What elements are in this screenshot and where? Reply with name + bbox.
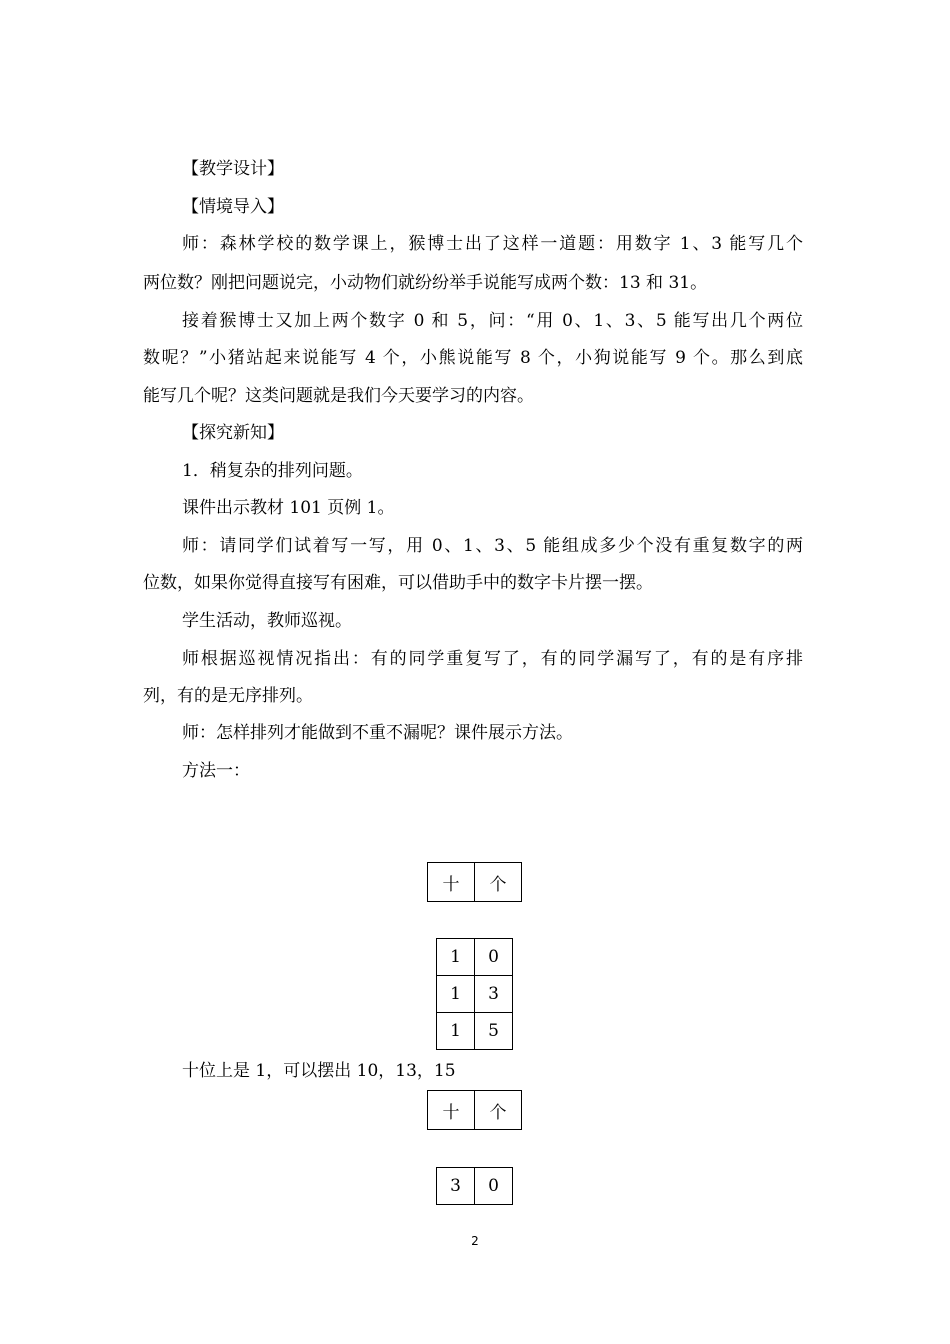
tens-digit-cell: 1: [437, 939, 475, 976]
paragraph-line: 师：请同学们试着写一写，用 0、1、3、5 能组成多少个没有重复数字的两: [182, 536, 803, 556]
table-row: [437, 976, 513, 1013]
tens-header-cell: 十: [428, 1091, 475, 1130]
place-value-header: [427, 1090, 522, 1130]
tens-digit-cell: 1: [437, 976, 475, 1013]
ones-digit-cell: 3: [475, 976, 513, 1013]
page-number: 2: [471, 1234, 479, 1248]
paragraph-line: 方法一：: [182, 761, 250, 781]
paragraph-line: 列，有的是无序排列。: [143, 686, 313, 706]
tens-header-cell: 十: [428, 863, 475, 902]
paragraph-line: 师根据巡视情况指出：有的同学重复写了，有的同学漏写了，有的是有序排: [182, 649, 803, 669]
paragraph-line: 学生活动，教师巡视。: [182, 611, 352, 631]
paragraph-line: 两位数？刚把问题说完，小动物们就纷纷举手说能写成两个数：13 和 31。: [143, 273, 708, 293]
tens-digit-cell: 1: [437, 1013, 475, 1050]
paragraph-line: 位数，如果你觉得直接写有困难，可以借助手中的数字卡片摆一摆。: [143, 573, 653, 593]
number-arrangement-table: [436, 1167, 513, 1205]
ones-digit-cell: 5: [475, 1013, 513, 1050]
paragraph-line: 接着猴博士又加上两个数字 0 和 5，问：“用 0、1、3、5 能写出几个两位: [182, 311, 803, 331]
table-caption: 十位上是 1，可以摆出 10，13，15: [182, 1061, 456, 1081]
table-row: [437, 1013, 513, 1050]
paragraph-line: 师：森林学校的数学课上，猴博士出了这样一道题：用数字 1、3 能写几个: [182, 234, 803, 254]
ones-header-cell: 个: [475, 863, 522, 902]
table-row: [437, 939, 513, 976]
paragraph-line: 师：怎样排列才能做到不重不漏呢？课件展示方法。: [182, 723, 573, 743]
paragraph-line: 能写几个呢？这类问题就是我们今天要学习的内容。: [143, 386, 534, 406]
ones-digit-cell: 0: [475, 1168, 513, 1205]
number-arrangement-table: [436, 938, 513, 1050]
paragraph-line: 课件出示教材 101 页例 1。: [182, 498, 395, 518]
table-row: [437, 1168, 513, 1205]
ones-digit-cell: 0: [475, 939, 513, 976]
heading-explore-new: 【探究新知】: [182, 423, 284, 443]
heading-teaching-design: 【教学设计】: [182, 159, 284, 179]
tens-digit-cell: 3: [437, 1168, 475, 1205]
paragraph-line: 1．稍复杂的排列问题。: [182, 461, 363, 481]
heading-situation-intro: 【情境导入】: [182, 197, 284, 217]
paragraph-line: 数呢？”小猪站起来说能写 4 个，小熊说能写 8 个，小狗说能写 9 个。那么到底: [143, 348, 803, 368]
place-value-header: [427, 862, 522, 902]
ones-header-cell: 个: [475, 1091, 522, 1130]
